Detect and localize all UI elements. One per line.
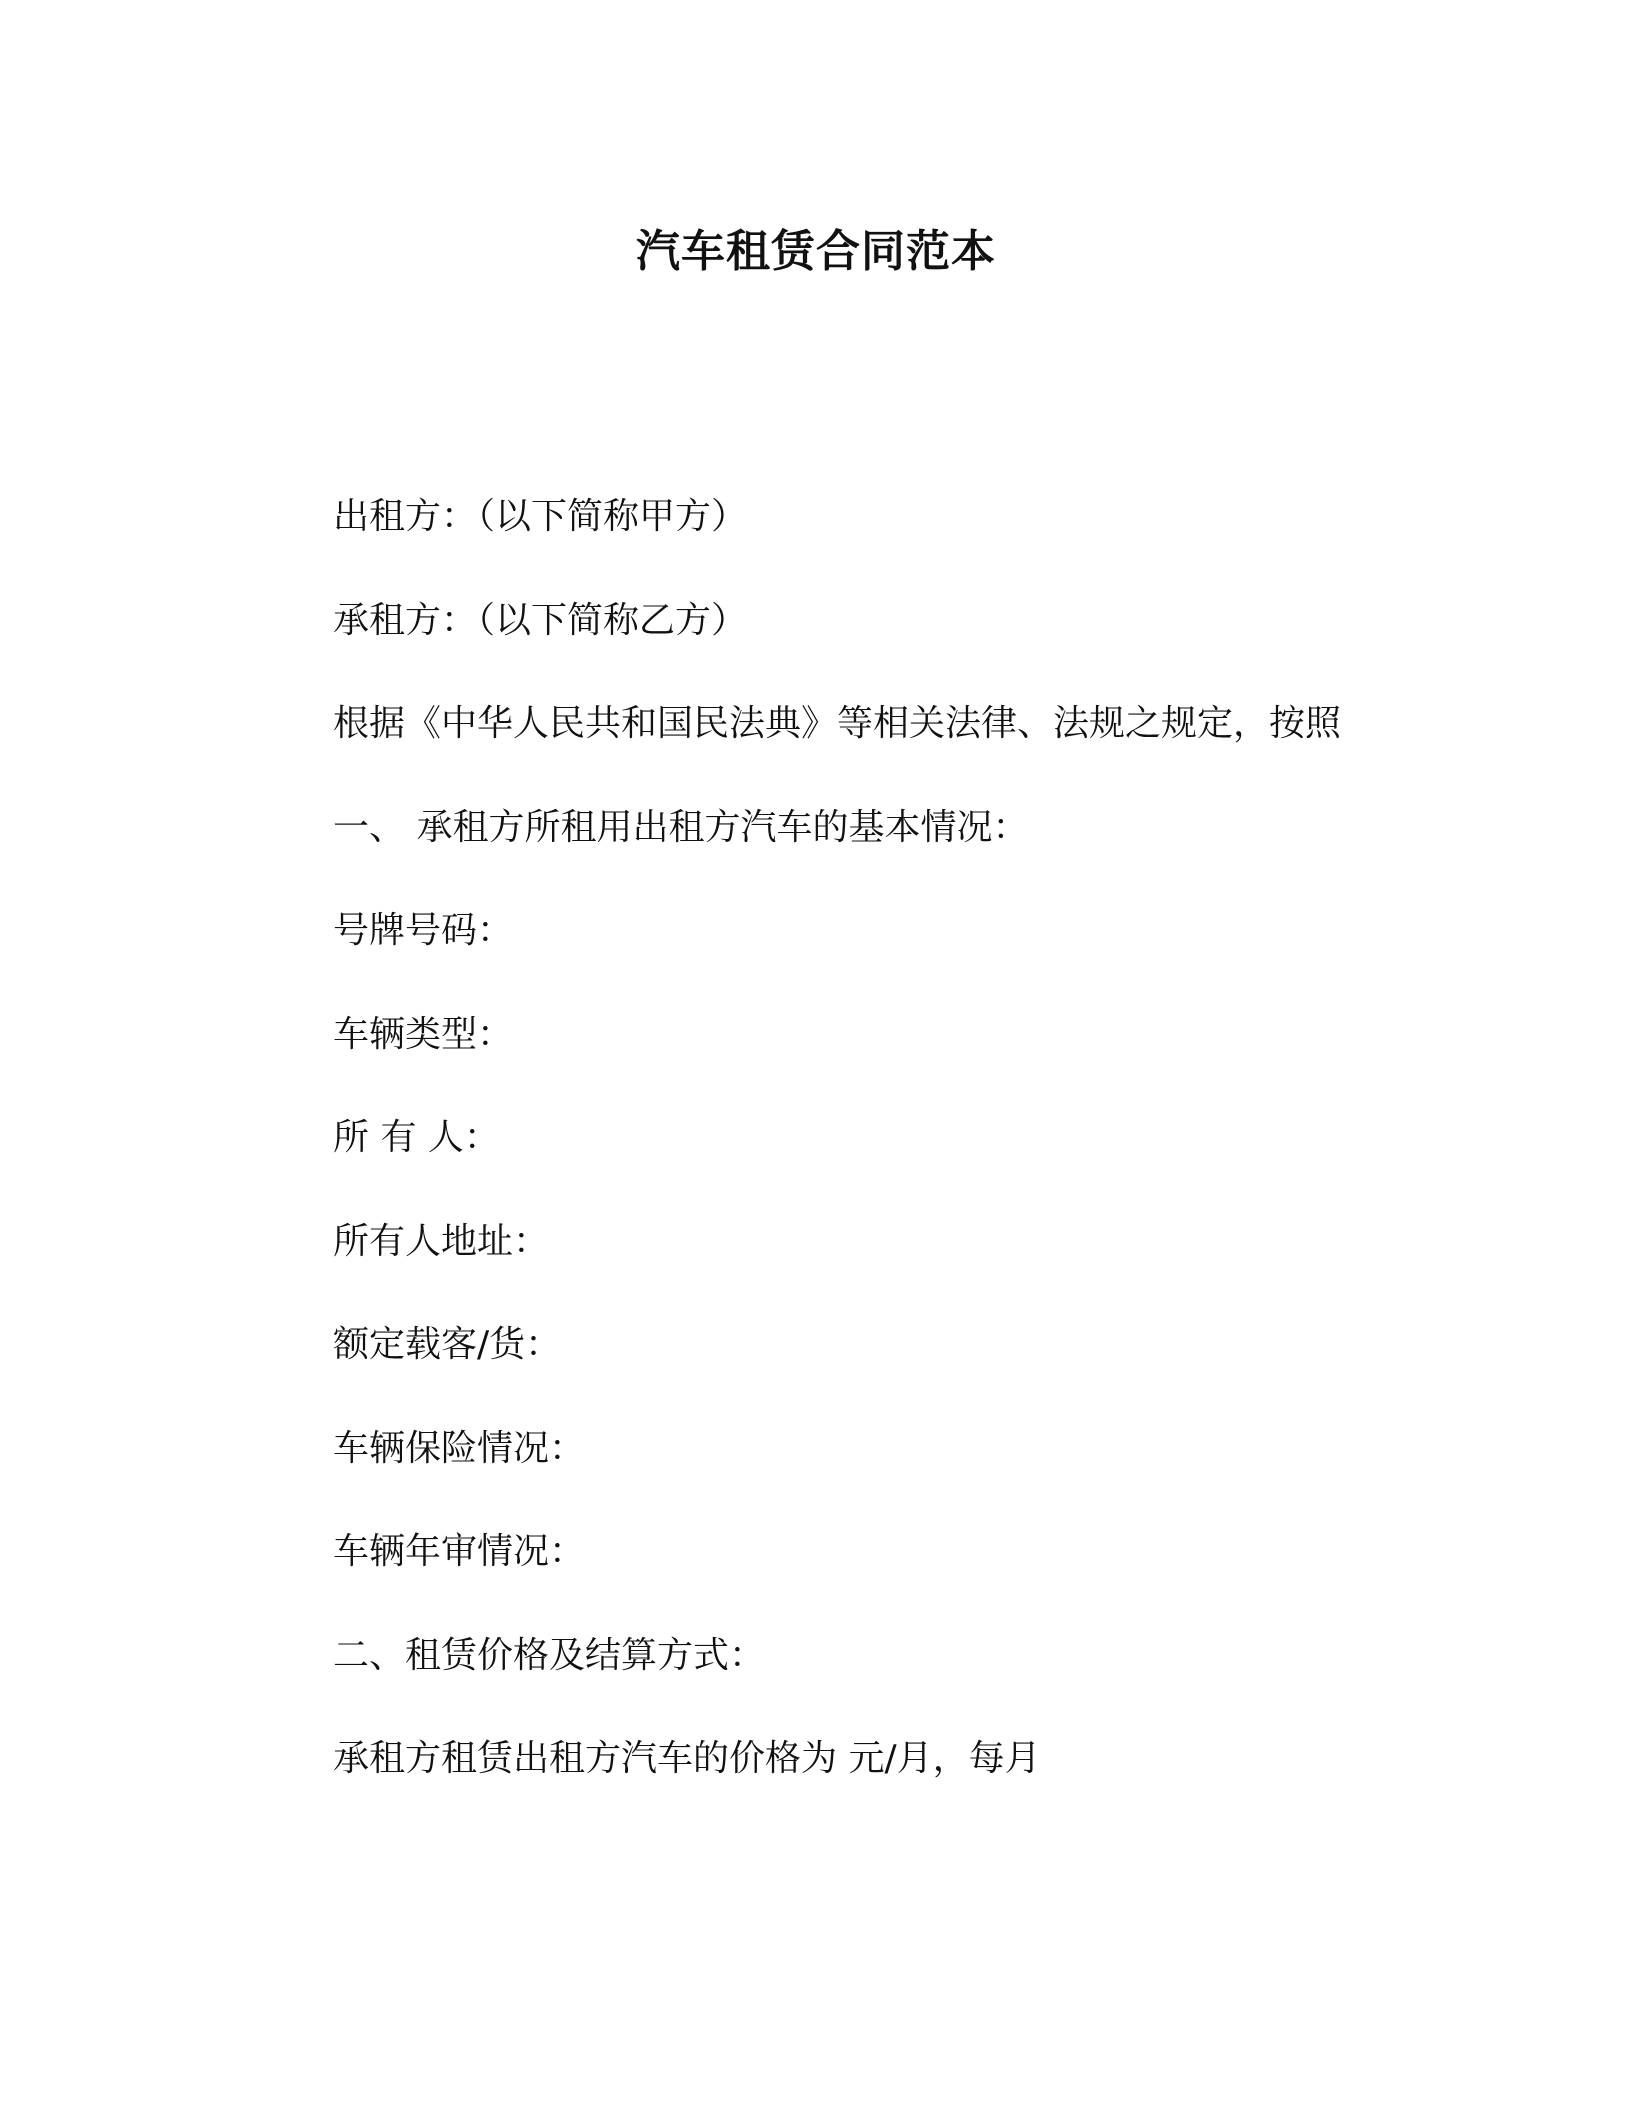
owner-field: 所 有 人： — [333, 1117, 500, 1158]
section-2-heading: 二、租赁价格及结算方式： — [333, 1634, 766, 1676]
vehicle-type-field: 车辆类型： — [333, 1013, 514, 1055]
contract-body — [333, 492, 1433, 1838]
lessee-line: 承租方：（以下简称乙方） — [333, 599, 748, 641]
owner-address-field: 所有人地址： — [333, 1220, 550, 1262]
section-1-heading: 一、 承租方所租用出租方汽车的基本情况： — [333, 806, 1029, 848]
insurance-status-field: 车辆保险情况： — [333, 1427, 586, 1469]
annual-inspection-field: 车辆年审情况： — [333, 1531, 586, 1572]
plate-number-field: 号牌号码： — [333, 910, 514, 951]
rated-capacity-field: 额定载客/货： — [333, 1324, 562, 1365]
page-title: 汽车租赁合同范本 — [636, 226, 996, 277]
rental-price-line: 承租方租赁出租方汽车的价格为 元/月，每月 — [333, 1738, 1041, 1779]
legal-basis-line: 根据《中华人民共和国民法典》等相关法律、法规之规定，按照 — [333, 703, 1342, 744]
lessor-line: 出租方：（以下简称甲方） — [333, 496, 748, 537]
